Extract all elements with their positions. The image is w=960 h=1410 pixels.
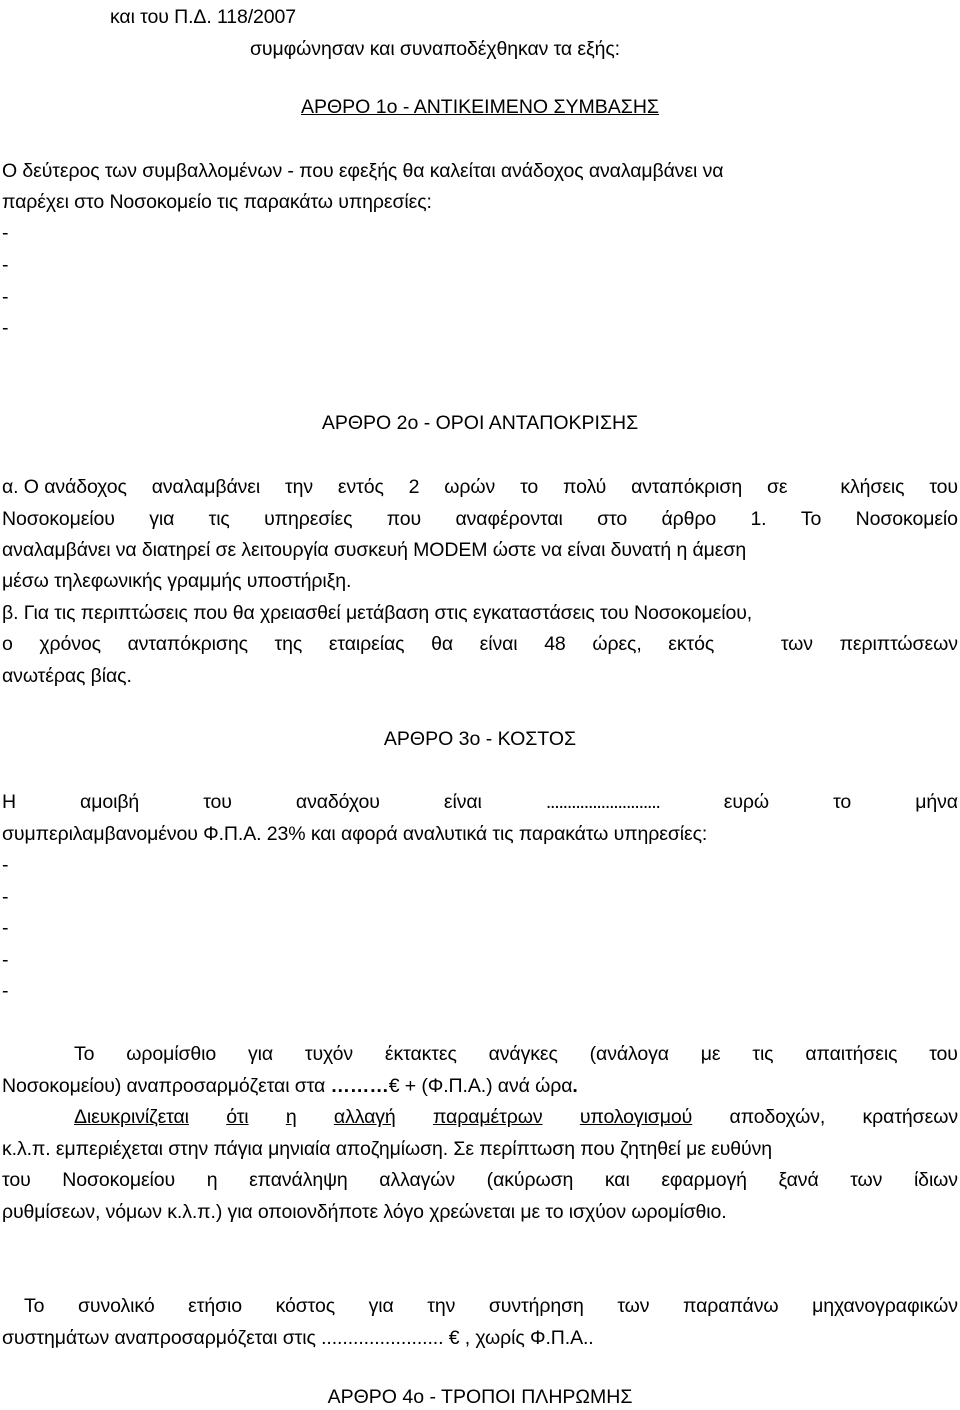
clarify-line-3: του Νοσοκομείου η επανάληψη αλλαγών (ακύρωση και εφαρμογή ξανά των ίδιων xyxy=(2,1169,958,1191)
article-2-beta-line-1: β. Για τις περιπτώσεις που θα χρειασθεί μετάβαση στις εγκαταστάσεις του Νοσοκομείου, xyxy=(2,602,753,624)
list-item: - xyxy=(2,917,9,939)
article-2-alpha-line-3: αναλαμβάνει να διατηρεί σε λειτουργία συσκευή MODEM ώστε να είναι δυνατή η άμεση xyxy=(2,539,747,561)
article-4-title: ΑΡΘΡΟ 4ο - ΤΡΟΠΟΙ ΠΛΗΡΩΜΗΣ xyxy=(327,1386,633,1408)
annual-line-2: συστημάτων αναπροσαρμόζεται στις ....................... € , χωρίς Φ.Π.Α.. xyxy=(2,1327,594,1349)
article-1-title: ΑΡΘΡΟ 1ο - ΑΝΤΙΚΕΙΜΕΝΟ ΣΥΜΒΑΣΗΣ xyxy=(301,96,659,118)
list-item: - xyxy=(2,254,9,276)
fee-line-2: συμπεριλαμβανομένου Φ.Π.Α. 23% και αφορά αναλυτικά τις παρακάτω υπηρεσίες: xyxy=(2,823,708,845)
list-item: - xyxy=(2,317,9,339)
article-2-title: ΑΡΘΡΟ 2ο - ΟΡΟΙ ΑΝΤΑΠΟΚΡΙΣΗΣ xyxy=(321,412,639,434)
agreement-line: συμφώνησαν και συναποδέχθηκαν τα εξής: xyxy=(250,38,620,60)
article-2-alpha-line-4: μέσω τηλεφωνικής γραμμής υποστήριξη. xyxy=(2,570,352,592)
clarify-line-4: ρυθμίσεων, νόμων κ.λ.π.) για οποιονδήποτε λόγο χρεώνεται με το ισχύον ωρομίσθιο. xyxy=(2,1201,727,1223)
article-2-beta-line-2: ο χρόνος ανταπόκρισης της εταιρείας θα είναι 48 ώρες, εκτός των περιπτώσεων xyxy=(2,633,958,655)
article-1-line-1: Ο δεύτερος των συμβαλλομένων - που εφεξής θα καλείται ανάδοχος αναλαμβάνει να xyxy=(2,160,724,182)
article-2-beta-line-3: ανωτέρας βίας. xyxy=(2,665,132,687)
hourly-line-2: Νοσοκομείου) αναπροσαρμόζεται στα ………€ + (Φ.Π.Α.) ανά ώρα. xyxy=(2,1075,578,1097)
list-item: - xyxy=(2,286,9,308)
list-item: - xyxy=(2,854,9,876)
fee-line-1: Η αμοιβή του αναδόχου είναι ........................... ευρώ το μήνα xyxy=(2,791,958,813)
clarify-line-2: κ.λ.π. εμπεριέχεται στην πάγια μηνιαία αποζημίωση. Σε περίπτωση που ζητηθεί με ευθύνη xyxy=(2,1138,773,1160)
clarify-line-1: Διευκρινίζεται ότι η αλλαγή παραμέτρων υπολογισμού αποδοχών, κρατήσεων xyxy=(74,1106,958,1128)
header-reference: και του Π.Δ. 118/2007 xyxy=(110,6,297,28)
list-item: - xyxy=(2,222,9,244)
article-3-title: ΑΡΘΡΟ 3ο - ΚΟΣΤΟΣ xyxy=(383,728,577,750)
list-item: - xyxy=(2,980,9,1002)
list-item: - xyxy=(2,886,9,908)
annual-line-1: Το συνολικό ετήσιο κόστος για την συντήρηση των παραπάνω μηχανογραφικών xyxy=(24,1295,958,1317)
list-item: - xyxy=(2,949,9,971)
article-2-alpha-line-2: Νοσοκομείου για τις υπηρεσίες που αναφέρονται στο άρθρο 1. Το Νοσοκομείο xyxy=(2,508,958,530)
article-2-alpha-line-1: α. Ο ανάδοχος αναλαμβάνει την εντός 2 ωρών το πολύ ανταπόκριση σε κλήσεις του xyxy=(2,476,958,498)
article-1-line-2: παρέχει στο Νοσοκομείο τις παρακάτω υπηρεσίες: xyxy=(2,191,432,213)
hourly-line-1: Το ωρομίσθιο για τυχόν έκτακτες ανάγκες (ανάλογα με τις απαιτήσεις του xyxy=(74,1043,958,1065)
